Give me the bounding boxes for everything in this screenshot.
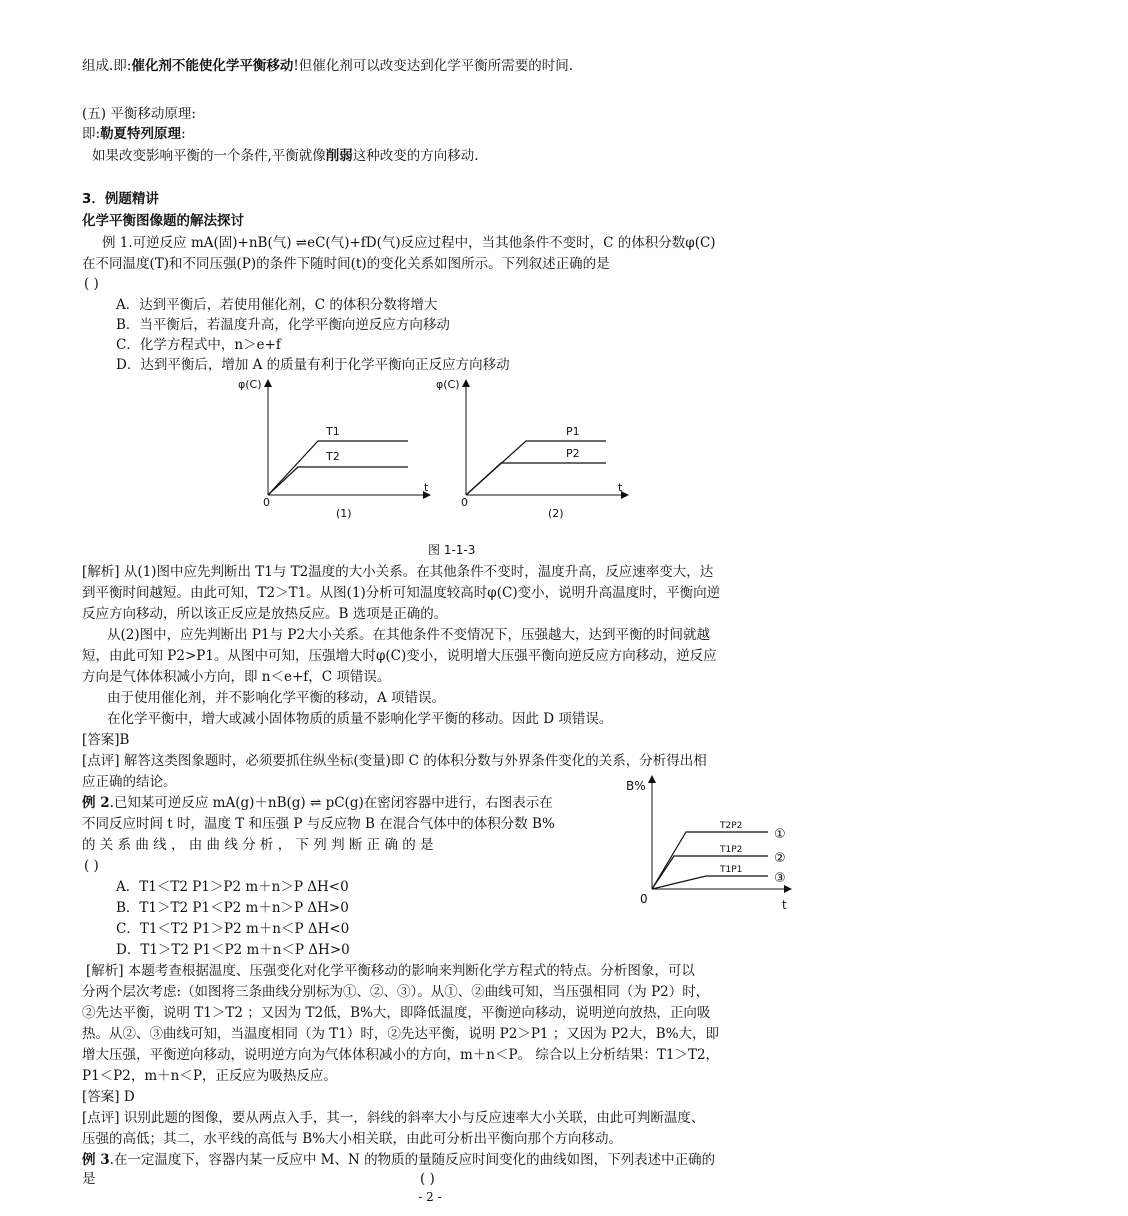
intro-line — [82, 55, 782, 77]
example-2-origin: 0 — [640, 892, 648, 906]
curve-mark-1: ① — [774, 827, 786, 842]
example-1-question-line-2: 在不同温度(T)和不同压强(P)的条件下随时间(t)的变化关系如图所示。下列叙述正确的是 — [82, 256, 610, 272]
example-3-text: .在一定温度下，容器内某一反应中 M、N 的物质的量随反应时间变化的曲线如图，下列表述中正确的 — [109, 1152, 716, 1168]
graph-2-upper-label: P1 — [566, 425, 580, 438]
example-1-option-b: B．当平衡后，若温度升高，化学平衡向逆反应方向移动 — [116, 317, 450, 333]
example-3-label: 例 3 — [82, 1152, 110, 1168]
example-2-option-b: B．T1＞T2 P1＜P2 m＋n＞P ΔH>0 — [116, 900, 349, 916]
analysis-2-line-6: P1＜P2，m＋n＜P，正反应为吸热反应。 — [82, 1068, 337, 1084]
section-3-title: 3．例题精讲 — [82, 191, 159, 207]
graph-1-origin: 0 — [263, 496, 270, 509]
curve-t2p2-label: T2P2 — [720, 821, 743, 831]
analysis-1-line-7: 由于使用催化剂，并不影响化学平衡的移动，A 项错误。 — [107, 690, 446, 706]
analysis-1-line-6: 方向是气体体积减小方向，即 n＜e+f，C 项错误。 — [82, 669, 391, 685]
subtitle-prefix: 即: — [82, 126, 101, 142]
analysis-1-line-8: 在化学平衡中，增大或减小固体物质的质量不影响化学平衡的移动。因此 D 项错误。 — [107, 711, 613, 727]
graph-1-x-label: t — [424, 481, 429, 494]
analysis-1-line-2: 到平衡时间越短。由此可知，T2＞T1。从图(1)分析可知温度较高时φ(C)变小，说明升高温度时，平衡向逆 — [82, 585, 721, 601]
graph-2-curve-upper — [466, 441, 606, 495]
analysis-2-line-3: ②先达平衡，说明 T1＞T2 ；又因为 T2低，B%大，即降低温度，平衡逆向移动，说明逆向放热，正向吸 — [82, 1005, 711, 1021]
graph-1-lower-label: T2 — [326, 450, 340, 463]
example-1-question-line-1: 例 1.可逆反应 mA(固)+nB(气) ⇌eC(气)+fD(气)反应过程中，当其他条件不变时，C 的体积分数φ(C) — [102, 235, 716, 251]
comment-1-line-1: [点评] 解答这类图象题时，必须要抓住纵坐标(变量)即 C 的体积分数与外界条件变化的关系，分析得出相 — [82, 753, 707, 769]
analysis-2-line-5: 增大压强，平衡逆向移动，说明逆方向为气体体积减小的方向，m＋n＜P。 综合以上分析结果：T1＞T2， — [82, 1047, 720, 1063]
graph-2-caption: (2) — [548, 507, 564, 520]
example-1-option-a: A．达到平衡后，若使用催化剂，C 的体积分数将增大 — [116, 297, 438, 313]
example-2-question-line-3: 的 关 系 曲 线 ， 由 曲 线 分 析 ， 下 列 判 断 正 确 的 是 — [82, 837, 434, 853]
section-5-subtitle — [82, 123, 782, 145]
graph-2-origin: 0 — [461, 496, 468, 509]
example-2-text: .已知某可逆反应 mA(g)＋nB(g) ⇌ pC(g)在密闭容器中进行，右图表示在 — [109, 795, 553, 811]
analysis-2-line-4: 热。从②、③曲线可知，当温度相同（为 T1）时，②先达平衡，说明 P2＞P1 ；又因为 P2大，B%大，即 — [82, 1026, 720, 1042]
example-2-option-a: A．T1＜T2 P1＞P2 m＋n＞P ΔH<0 — [116, 879, 349, 895]
analysis-1-line-3: 反应方向移动，所以该正反应是放热反应。B 选项是正确的。 — [82, 606, 448, 622]
comment-2-line-1: [点评] 识别此题的图像，要从两点入手，其一，斜线的斜率大小与反应速率大小关联，由此可判断温度、 — [82, 1110, 705, 1126]
analysis-1-line-5: 短，由此可知 P2>P1。从图中可知，压强增大时φ(C)变小，说明增大压强平衡向逆反应方向移动，逆反应 — [82, 648, 717, 664]
graph-2-curve-lower — [466, 463, 606, 495]
example-3-question-line-2: 是 — [82, 1171, 96, 1187]
example-1-option-d: D．达到平衡后，增加 A 的质量有利于化学平衡向正反应方向移动 — [116, 357, 510, 373]
b-percent-label: B% — [626, 779, 646, 793]
example-1-figure — [230, 374, 650, 542]
graph-1-y-label: φ(C) — [238, 378, 262, 391]
graph-2-x-label: t — [618, 481, 623, 494]
section-5-title: (五) 平衡移动原理: — [82, 106, 196, 122]
graph-1-curve-lower — [268, 467, 408, 495]
curve-mark-3: ③ — [774, 871, 786, 886]
example-1-answer-blank: ( ) — [84, 276, 99, 292]
rule-text-end: 这种改变的方向移动. — [352, 148, 479, 164]
analysis-2-line-2: 分两个层次考虑:（如图将三条曲线分别标为①、②、③）。从①、②曲线可知，当压强相同（为 P2）时， — [82, 984, 710, 1000]
curve-t2p2 — [652, 832, 768, 889]
analysis-1-line-1: [解析] 从(1)图中应先判断出 T1与 T2温度的大小关系。在其他条件不变时，温度升高，反应速率变大，达 — [82, 564, 714, 580]
le-chatelier-rule — [92, 145, 792, 167]
time-label: t — [782, 898, 787, 912]
graph-1-upper-label: T1 — [326, 425, 340, 438]
comment-2-line-2: 压强的高低；其二，水平线的高低与 B%大小相关联，由此可分析出平衡向那个方向移动。 — [82, 1131, 623, 1147]
le-chatelier-term: 勒夏特列原理 — [100, 126, 182, 142]
page-number: - 2 - — [418, 1190, 442, 1204]
example-2-answer-blank: ( ) — [84, 858, 99, 874]
example-2-label: 例 2 — [82, 795, 110, 811]
answer-2: [答案] D — [82, 1089, 135, 1105]
example-3-answer-blank: ( ) — [420, 1171, 435, 1187]
curve-t1p1 — [652, 876, 768, 889]
graph-2-y-label: φ(C) — [436, 378, 460, 391]
intro-text: 组成.即: — [82, 58, 132, 74]
graph-2 — [436, 378, 628, 520]
graph-1-caption: (1) — [336, 507, 352, 520]
curve-t1p1-label: T1P1 — [720, 865, 743, 875]
analysis-1-line-4: 从(2)图中，应先判断出 P1与 P2大小关系。在其他条件不变情况下，压强越大，达到平衡的时间就越 — [107, 627, 711, 643]
example-1-option-c: C．化学方程式中，n＞e+f — [116, 337, 281, 353]
rule-emphasis: 削弱 — [325, 148, 353, 164]
subtitle-colon: : — [181, 126, 186, 142]
answer-1: [答案]B — [82, 732, 130, 748]
figure-caption: 图 1-1-3 — [428, 543, 476, 557]
analysis-2-line-1: [解析] 本题考查根据温度、压强变化对化学平衡移动的影响来判断化学方程式的特点。分析图象，可以 — [86, 963, 695, 979]
example-2-option-d: D．T1＞T2 P1＜P2 m＋n＜P ΔH>0 — [116, 942, 350, 958]
example-2-question-line-1 — [82, 792, 602, 814]
graph-2-lower-label: P2 — [566, 447, 580, 460]
example-2-option-c: C．T1＜T2 P1＞P2 m＋n＜P ΔH<0 — [116, 921, 350, 937]
intro-text-end: !但催化剂可以改变达到化学平衡所需要的时间. — [293, 58, 574, 74]
curve-mark-2: ② — [774, 851, 786, 866]
rule-text: 如果改变影响平衡的一个条件,平衡就像 — [92, 148, 326, 164]
curve-t1p2-label: T1P2 — [720, 845, 743, 855]
comment-1-line-2: 应正确的结论。 — [82, 774, 177, 790]
example-2-figure — [628, 772, 798, 914]
section-3-subtitle: 化学平衡图像题的解法探讨 — [82, 213, 244, 229]
graph-1 — [238, 378, 430, 520]
intro-emphasis: 催化剂不能使化学平衡移动 — [131, 58, 294, 74]
example-2-question-line-2: 不同反应时间 t 时，温度 T 和压强 P 与反应物 B 在混合气体中的体积分数 B% — [82, 816, 555, 832]
